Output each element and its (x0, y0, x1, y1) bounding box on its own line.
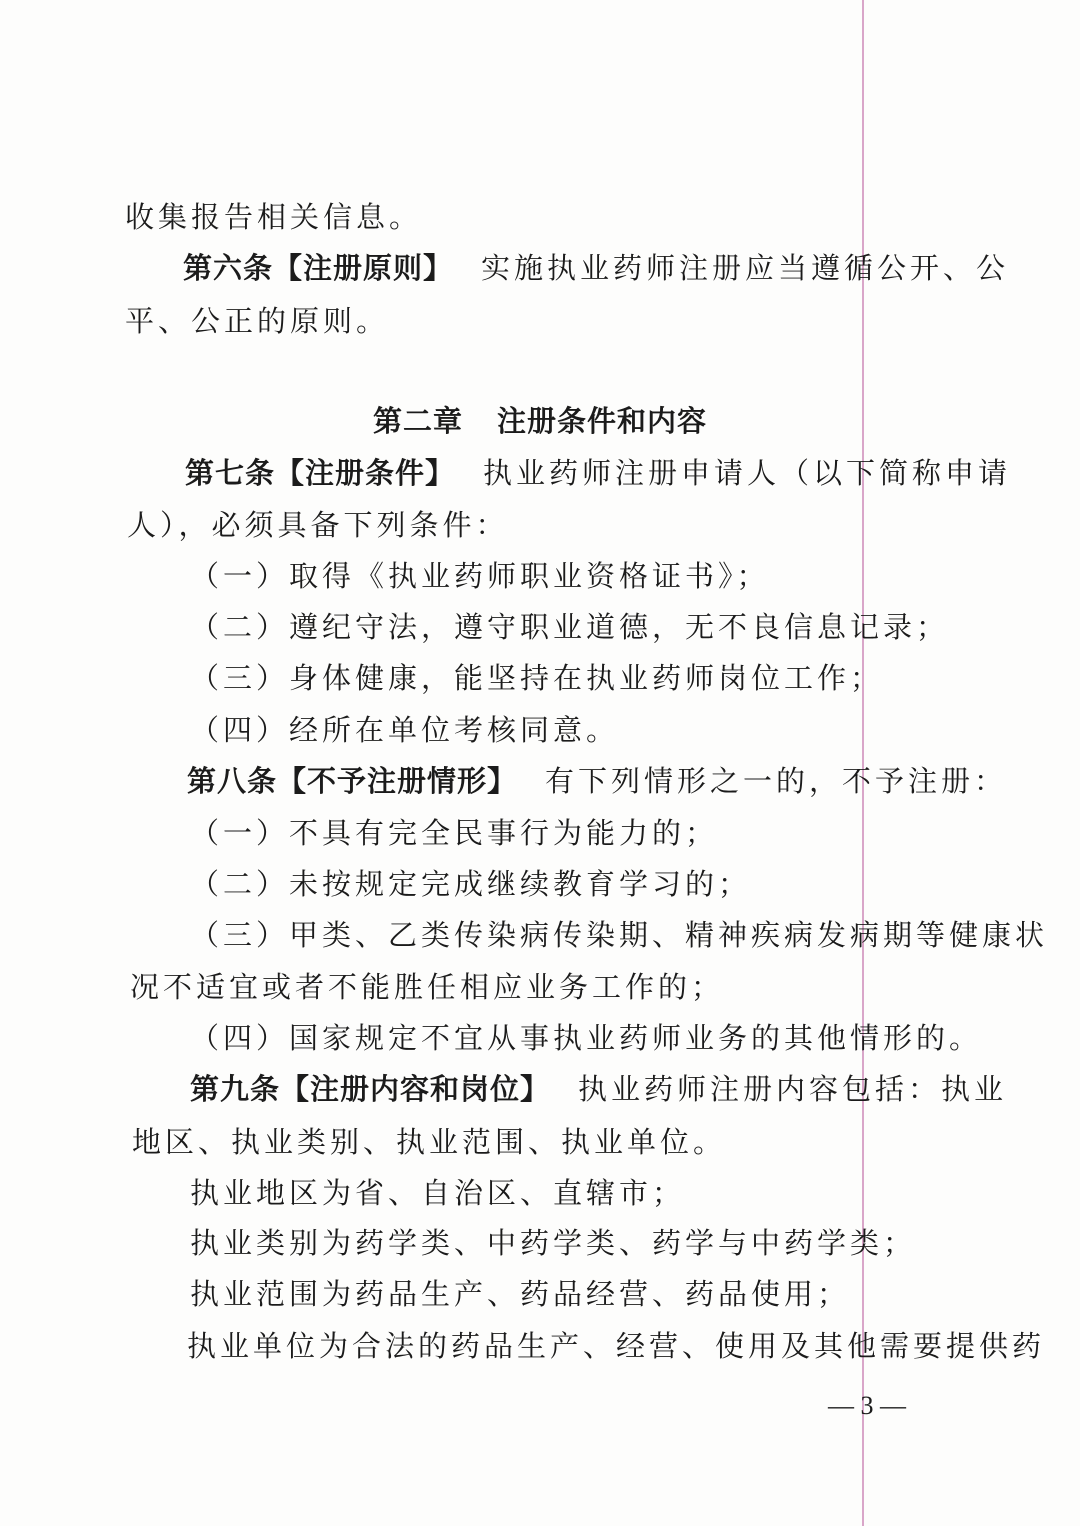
article-7 (185, 453, 1011, 493)
chapter-title: 注册条件和内容 (497, 404, 708, 438)
article-8-text: 有下列情形之一的，不予注册： (545, 764, 1008, 798)
list-item: （三）甲类、乙类传染病传染期、精神疾病发病期等健康状 (190, 918, 1049, 952)
article-8-title: 第八条【不予注册情形】 (187, 764, 518, 798)
list-item: （一）不具有完全民事行为能力的； (190, 816, 719, 850)
page-number: — 3 — (828, 1391, 906, 1420)
list-item: （三）身体健康，能坚持在执业药师岗位工作； (190, 661, 884, 695)
article-9 (190, 1069, 1007, 1109)
paragraph-line: 执业地区为省、自治区、直辖市； (190, 1176, 686, 1210)
paragraph-line: 地区、执业类别、执业范围、执业单位。 (132, 1125, 727, 1159)
article-9-title: 第九条【注册内容和岗位】 (190, 1072, 551, 1106)
article-9-text: 执业药师注册内容包括：执业 (578, 1072, 1008, 1106)
chapter-number: 第二章 (372, 404, 463, 438)
paragraph-line: 收集报告相关信息。 (125, 200, 423, 234)
article-8 (187, 761, 1007, 801)
paragraph-line: 况不适宜或者不能胜任相应业务工作的； (130, 970, 725, 1004)
list-item: （二）遵纪守法，遵守职业道德，无不良信息记录； (190, 610, 950, 644)
list-item: （四）国家规定不宜从事执业药师业务的其他情形的。 (190, 1021, 983, 1055)
paragraph-line: 人），必须具备下列条件： (127, 508, 509, 542)
list-item: （一）取得《执业药师职业资格证书》； (190, 559, 770, 593)
article-6-title: 第六条【注册原则】 (183, 251, 454, 285)
article-6 (183, 248, 1009, 288)
paragraph-line: 平、公正的原则。 (125, 304, 390, 338)
article-7-title: 第七条【注册条件】 (185, 456, 456, 490)
paragraph-line: 执业范围为药品生产、药品经营、药品使用； (190, 1277, 851, 1311)
paragraph-line: 执业类别为药学类、中药学类、药学与中药学类； (190, 1226, 917, 1260)
list-item: （二）未按规定完成继续教育学习的； (190, 867, 752, 901)
paragraph-line: 执业单位为合法的药品生产、经营、使用及其他需要提供药 (187, 1329, 1046, 1363)
article-7-text: 执业药师注册申请人（以下简称申请 (483, 456, 1012, 490)
article-6-text: 实施执业药师注册应当遵循公开、公 (481, 251, 1010, 285)
chapter-heading (0, 401, 1080, 441)
list-item: （四）经所在单位考核同意。 (190, 713, 620, 747)
